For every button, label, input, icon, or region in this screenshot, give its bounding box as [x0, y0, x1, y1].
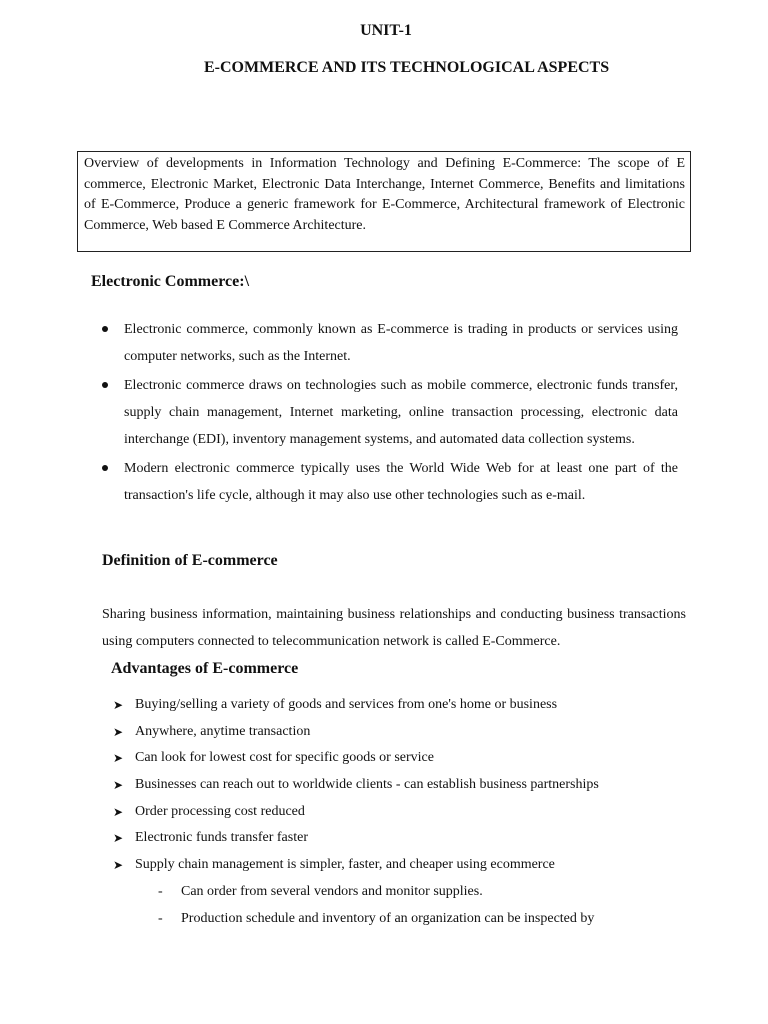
arrowhead-bullet-icon: ➤ [113, 804, 124, 819]
list-item [112, 772, 712, 799]
list-item [100, 316, 678, 370]
list-item-text: Modern electronic commerce typically uses the World Wide Web for at least one part of the transaction's life cycle, although it may also use other technologies such as e-mail. [124, 461, 678, 503]
list-item [112, 799, 712, 826]
arrowhead-bullet-icon: ➤ [113, 778, 124, 793]
dash-bullet-icon: - [158, 910, 163, 926]
list-item-text: Supply chain management is simpler, faster, and cheaper using ecommerce [135, 857, 555, 873]
list-item [112, 825, 712, 852]
definition-heading: Definition of E-commerce [102, 552, 278, 569]
filled-circle-bullet-icon [102, 326, 108, 332]
advantages-list [112, 692, 712, 879]
unit-label: UNIT-1 [360, 22, 412, 39]
list-item-text: Buying/selling a variety of goods and services from one's home or business [135, 697, 558, 712]
arrowhead-bullet-icon: ➤ [113, 858, 124, 873]
list-item [100, 455, 678, 509]
list-item-text: Can order from several vendors and monitor supplies. [181, 884, 483, 899]
arrowhead-bullet-icon: ➤ [113, 698, 124, 712]
arrowhead-bullet-icon: ➤ [113, 724, 124, 739]
page-title: E-COMMERCE AND ITS TECHNOLOGICAL ASPECTS [204, 59, 610, 76]
list-item-text: Can look for lowest cost for specific goods or service [135, 750, 434, 766]
list-item-text: Businesses can reach out to worldwide clients - can establish business partnerships [135, 777, 599, 793]
list-item [156, 879, 716, 906]
list-item-text: Electronic commerce, commonly known as E-commerce is trading in products or services using computer networks, such as the Internet. [124, 322, 678, 364]
arrowhead-bullet-icon: ➤ [113, 751, 124, 766]
electronic-commerce-heading: Electronic Commerce:\ [91, 273, 250, 290]
supply-chain-sublist [156, 879, 716, 932]
advantages-heading: Advantages of E-commerce [111, 660, 299, 677]
list-item-text: Electronic funds transfer faster [135, 830, 308, 846]
definition-text: Sharing business information, maintaining business relationships and conducting business transactions using computers connected to telecommunication network is called E-Commerce. [102, 607, 686, 649]
list-item-text: Order processing cost reduced [135, 803, 305, 819]
electronic-commerce-list [100, 316, 678, 511]
arrowhead-bullet-icon: ➤ [113, 831, 124, 846]
list-item-text: Production schedule and inventory of an organization can be inspected by [181, 910, 595, 926]
list-item [112, 719, 712, 746]
list-item [112, 692, 712, 719]
list-item [112, 745, 712, 772]
list-item [112, 852, 712, 879]
filled-circle-bullet-icon [102, 465, 108, 471]
dash-bullet-icon: - [158, 884, 163, 899]
filled-circle-bullet-icon [102, 382, 108, 388]
list-item-text: Anywhere, anytime transaction [135, 723, 311, 739]
overview-text: Overview of developments in Information Technology and Defining E-Commerce: The scope of E commerce, Electronic Market, Electronic Data Interchange, Internet Commerce, Benefits and limitations of E-Commerce, Produce a generic framework for E-Commerce, Architectural framework of Electronic Commerce, Web based E Commerce Architecture. [84, 156, 685, 234]
list-item [156, 906, 716, 933]
overview-box [77, 151, 691, 252]
list-item-text: Electronic commerce draws on technologies such as mobile commerce, electronic funds transfer, supply chain management, Internet marketing, online transaction processing, electronic data interchange (EDI), inventory management systems, and automated data collection systems. [124, 378, 678, 447]
list-item [100, 372, 678, 453]
